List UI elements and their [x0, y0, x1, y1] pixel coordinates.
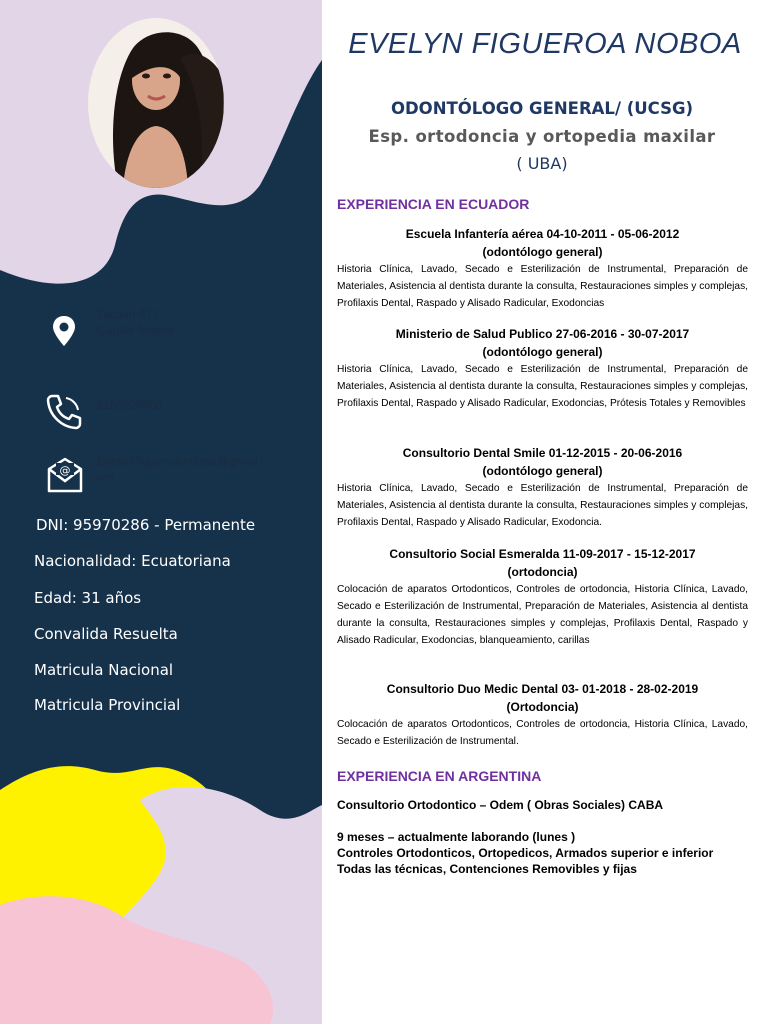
job-title: Escuela Infantería aérea 04-10-2011 - 05-06-2012 [405, 227, 680, 241]
job-role: (odontólogo general) [482, 464, 603, 478]
argentina-duties: Controles Ortodonticos, Ortopedicos, Armados superior e inferior [337, 846, 714, 860]
main-content [322, 0, 768, 1024]
convalida: Convalida Resuelta [34, 625, 178, 643]
matricula-nacional: Matricula Nacional [34, 661, 174, 679]
phone-icon [44, 392, 84, 432]
argentina-duration: 9 meses – actualmente laborando (lunes ) [337, 830, 576, 844]
nationality: Nacionalidad: Ecuatoriana [34, 552, 231, 570]
ecuador-heading: EXPERIENCIA EN ECUADOR [337, 196, 530, 212]
profile-photo [88, 18, 224, 188]
job-description: Historia Clínica, Lavado, Secado e Esterilización de Instrumental, Preparación de Materiales, Asistencia al dentista durante la consulta, Restauraciones simples y complejas, Profilaxis Dental, Raspado y Alisado Radicular, Exodoncia. [337, 483, 748, 528]
job-role: (ortodoncia) [507, 565, 578, 579]
argentina-heading: EXPERIENCIA EN ARGENTINA [337, 768, 542, 784]
dni [36, 516, 255, 534]
svg-text:@: @ [59, 464, 71, 477]
title-line3: ( UBA) [516, 154, 568, 173]
job-description: Historia Clínica, Lavado, Secado e Esterilización de Instrumental, Preparación de Materiales, Asistencia al dentista durante la consulta, Restauraciones simples y complejas, Profilaxis Dental, Raspado y Alisado Radicular, Exodoncias [337, 264, 748, 309]
location-pin-icon [48, 312, 88, 352]
matricula-provincial: Matricula Provincial [34, 696, 181, 714]
dni-label: DNI: [36, 516, 74, 534]
candidate-name: EVELYN FIGUEROA NOBOA [348, 28, 742, 60]
job-description: Colocación de aparatos Ortodonticos, Controles de ortodoncia, Historia Clínica, Lavado, Secado e Esterilización de Instrumental, Preparación de Materiales, Asistencia al dentista durante la consulta, Restauraciones simples y complejas, Profilaxis Dental, Raspado y Alisado Radicular, Exodoncias, blanqueamiento, carillas [337, 584, 748, 646]
job-title: Ministerio de Salud Publico 27-06-2016 - 30-07-2017 [395, 327, 690, 341]
job-title: Consultorio Dental Smile 01-12-2015 - 20-06-2016 [402, 446, 683, 460]
email-address: Evelyn.figueroa.noboa@gmail.com [97, 454, 267, 484]
email-icon [45, 455, 85, 495]
address-line1: Tacuari 472 [97, 307, 160, 321]
address [97, 306, 272, 338]
job-description: Historia Clínica, Lavado, Secado e Esterilización de Instrumental, Preparación de Materiales, Asistencia al dentista durante la consulta, Restauraciones simples y complejas, Profilaxis Dental, Raspado y Alisado Radicular, Exodoncias, Prótesis Totales y Removibles [337, 364, 748, 409]
job-description: Colocación de aparatos Ortodonticos, Controles de ortodoncia, Historia Clínica, Lavado, Secado e Esterilización de Instrumental. [337, 719, 748, 747]
phone-number: 1156026005 [97, 398, 163, 412]
address-line2: Capital federal [97, 323, 175, 337]
job-entry [337, 444, 748, 531]
job-entry [337, 325, 748, 412]
job-role: (odontólogo general) [482, 245, 603, 259]
argentina-workplace: Consultorio Ortodontico – Odem ( Obras Sociales) CABA [337, 798, 664, 812]
title-line1: ODONTÓLOGO GENERAL/ (UCSG) [390, 99, 694, 118]
argentina-techniques: Todas las técnicas, Contenciones Removibles y fijas [337, 862, 637, 876]
job-title: Consultorio Duo Medic Dental 03- 01-2018 - 28-02-2019 [386, 682, 699, 696]
title-line2: Esp. ortodoncia y ortopedia maxilar [368, 127, 716, 146]
job-entry [337, 225, 748, 312]
job-entry [337, 545, 748, 649]
job-entry [337, 680, 748, 750]
job-role: (odontólogo general) [482, 345, 603, 359]
dni-value: 95970286 [73, 516, 150, 534]
age: Edad: 31 años [34, 589, 142, 607]
dni-suffix: - Permanente [149, 516, 256, 534]
sidebar [0, 0, 322, 1024]
job-title: Consultorio Social Esmeralda 11-09-2017 - 15-12-2017 [389, 547, 696, 561]
job-role: (Ortodoncia) [506, 700, 579, 714]
